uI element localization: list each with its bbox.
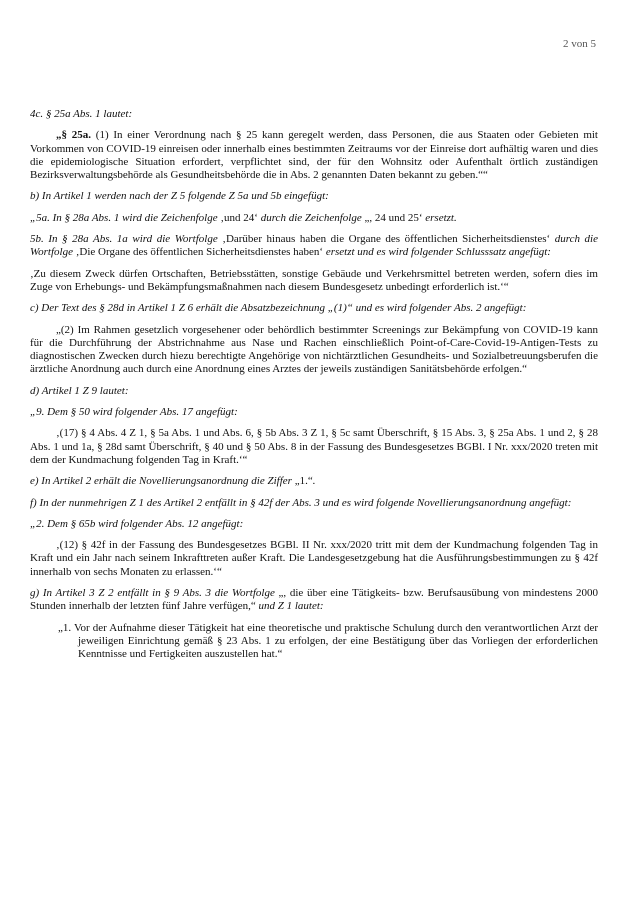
amendment-2-subheading: „2. Dem § 65b wird folgender Abs. 12 angefügt:	[30, 517, 244, 530]
amendment-5a-part5: ersetzt.	[422, 211, 457, 224]
item-1-text: „1. Vor der Aufnahme dieser Tätigkeit hat eine theoretische und praktische Schulung durch den verantwortlichen Arzt der jeweiligen Einrichtung gemäß § 23 Abs. 1 zu erfolgen, der eine Bestätigung über das Vorliegen der erforderlichen Kenntnisse und Fertigkeiten auszustellen hat.“	[58, 621, 598, 661]
amendment-5a-part4: „, 24 und 25‘	[364, 211, 423, 224]
amendment-5a-part3: durch die Zeichenfolge	[257, 211, 365, 224]
paragraph-65b-12-text: ‚(12) § 42f in der Fassung des Bundesgesetzes BGBl. II Nr. xxx/2020 tritt mit dem der Kundmachung folgenden Tag in Kraft und ein Jahr nach seinem Inkrafttreten außer Kraft. Die Landesgesetzgebung hat die Ausführungsbestimmungen zu § 42f innerhalb von sechs Monaten zu erlassen.‘“	[30, 539, 598, 578]
amendment-e-part1: e) In Artikel 2 erhält die Novellierungsanordnung die Ziffer	[30, 475, 295, 488]
amendment-b-heading: b) In Artikel 1 werden nach der Z 5 folgende Z 5a und 5b eingefügt:	[30, 190, 329, 203]
amendment-g-heading	[30, 587, 598, 614]
amendment-c-part1: c) Der Text des § 28d in Artikel 1 Z 6 erhält die Absatzbezeichnung	[30, 302, 328, 315]
amendment-d-heading: d) Artikel 1 Z 9 lautet:	[30, 384, 129, 397]
amendment-5b-part2: ‚Darüber hinaus haben die Organe des öffentlichen Sicherheitsdienstes‘	[222, 233, 551, 246]
paragraph-25a-mark: „§ 25a.	[56, 129, 92, 142]
amendment-f-heading: f) In der nunmehrigen Z 1 des Artikel 2 entfällt in § 42f der Abs. 3 und es wird folgende Novellierungsanordnung angefügt:	[30, 496, 572, 509]
amendment-5b-part1: 5b. In § 28a Abs. 1a wird die Wortfolge	[30, 233, 223, 246]
amendment-5b-part4: ‚Die Organe des öffentlichen Sicherheitsdienstes haben‘	[75, 246, 324, 259]
amendment-g-part3: und Z 1 lautet:	[255, 600, 324, 613]
amendment-9-subheading: „9. Dem § 50 wird folgender Abs. 17 angefügt:	[30, 406, 238, 419]
page-number: 2 von 5	[563, 38, 596, 50]
amendment-g-part1: g) In Artikel 3 Z 2 entfällt in § 9 Abs. 3 die Wortfolge	[30, 587, 279, 600]
amendment-5a-part2: ‚und 24‘	[220, 211, 258, 224]
amendment-5b-part5: ersetzt und es wird folgender Schlusssatz angefügt:	[323, 246, 551, 259]
document-body	[30, 108, 598, 670]
amendment-5b-part3: durch die Wortfolge	[30, 233, 598, 259]
amendment-5a-part1: „5a. In § 28a Abs. 1 wird die Zeichenfolge	[30, 211, 221, 224]
paragraph-50-17-text: ‚(17) § 4 Abs. 4 Z 1, § 5a Abs. 1 und Abs. 6, § 5b Abs. 3 Z 1, § 5c samt Überschrift, § 15 Abs. 3, § 25a Abs. 1 und 2, § 28 Abs. 1 und 1a, § 28d samt Überschrift, § 40 und § 50 Abs. 8 in der Fassung des Bundesgesetzes BGBl. I Nr. xxx/2020 treten mit dem der Kundmachung folgenden Tag in Kraft.‘“	[30, 427, 598, 466]
amendment-e-part2: „1.“	[294, 475, 313, 488]
amendment-5b-quote: ‚Zu diesem Zweck dürfen Ortschaften, Betriebsstätten, sonstige Gebäude und Verkehrsmittel betreten werden, sofern dies im Zuge von Erhebungs- und Bekämpfungsmaßnahmen nach diesem Bundesgesetz unbedingt erforderlich ist.‘“	[30, 267, 598, 293]
amendment-5b-text	[30, 233, 598, 260]
amendment-c-heading	[30, 302, 598, 315]
amendment-g-part2: „, die über eine Tätigkeits- bzw. Berufsausübung von mindestens 2000 Stunden innerhalb der letzten fünf Jahre verfügen,“	[30, 587, 598, 613]
amendment-c-part3: und es wird folgender Abs. 2 angefügt:	[352, 302, 527, 315]
amendment-5a-text	[30, 212, 598, 225]
amendment-e-part3: .	[312, 475, 316, 488]
paragraph-25a-body: (1) In einer Verordnung nach § 25 kann geregelt werden, dass Personen, die aus Staaten oder Gebieten mit Vorkommen von COVID-19 einreisen oder innerhalb eines bestimmten Zeitraums vor der Einreise dort aufhältig waren und dies die epidemiologische Situation erfordert, verpflichtet sind, der für den Wohnsitz oder Aufenthalt örtlich zuständigen Bezirksverwaltungsbehörde als Gesundheitsbehörde die in Abs. 2 genannten Daten bekannt zu geben.““	[30, 129, 598, 182]
amendment-e-heading	[30, 475, 598, 488]
amendment-4c-heading: 4c. § 25a Abs. 1 lautet:	[30, 108, 133, 120]
amendment-c-part2: „(1)“	[327, 302, 353, 315]
paragraph-28d-text: „(2) Im Rahmen gesetzlich vorgesehener oder behördlich bestimmter Screenings zur Bekämpfung von COVID-19 kann für die Durchführung der Abstrichnahme aus Nase und Rachen einschließlich Point-of-Care-Covid-19-Antigen-Tests zu diagnostischen Zwecken durch hiezu berechtigte Angehörige von nichtärztlichen Gesundheits- und Sozialbetreuungsberufen die ärztliche Anordnung auch durch eine Anordnung eines Arztes der jeweils zuständigen Sanitätsbehörde erfolgen.“	[30, 323, 598, 376]
paragraph-25a-text	[30, 129, 598, 182]
